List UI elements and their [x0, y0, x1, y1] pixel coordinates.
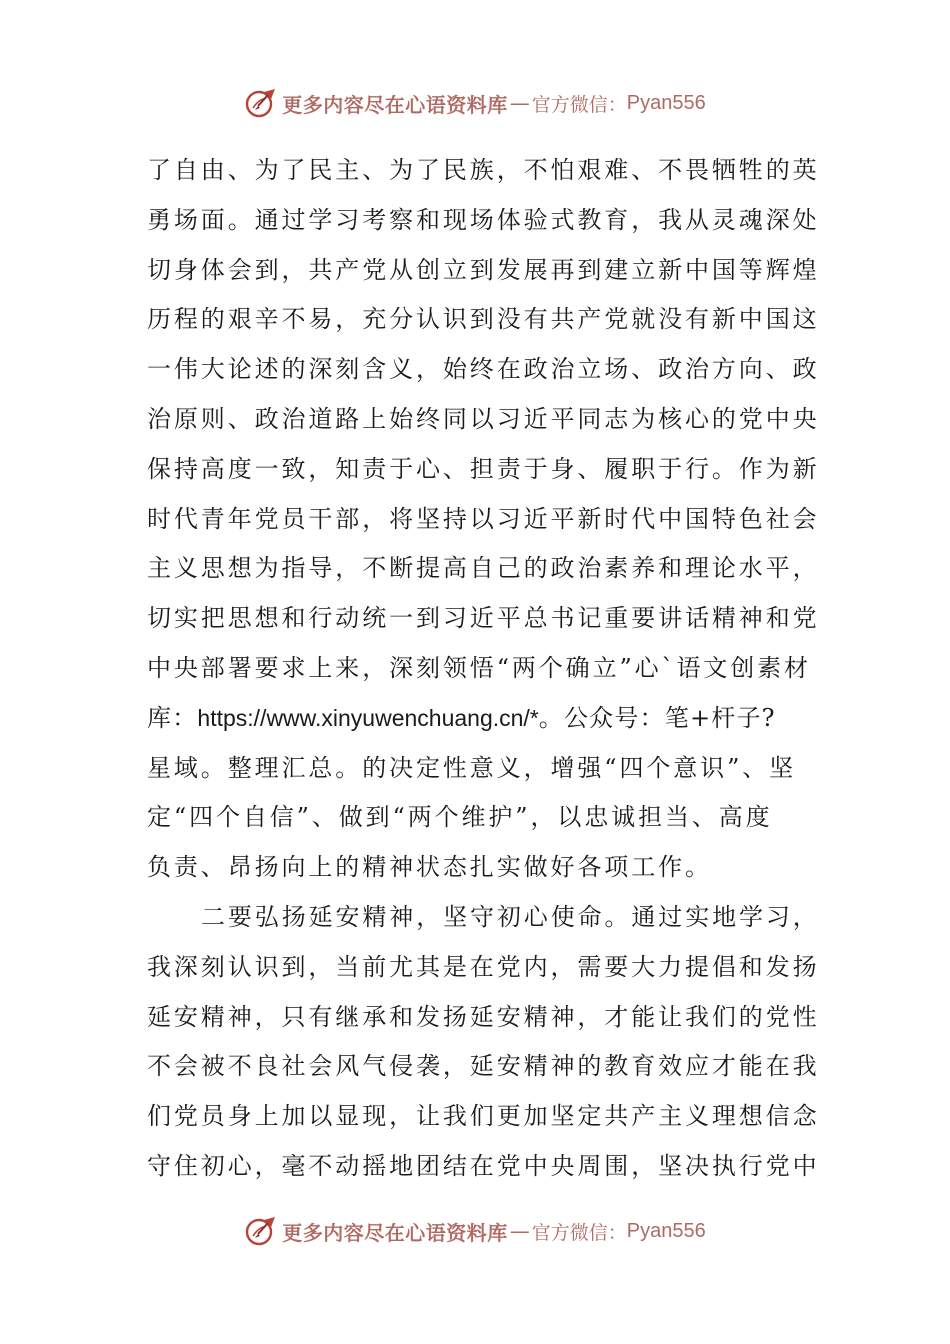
text-line: 守住初心，毫不动摇地团结在党中央周围，坚决执行党中: [147, 1151, 820, 1180]
text-line: 中央部署要求上来，深刻领悟“两个确立”心`语文创素材: [147, 653, 811, 682]
text-line: 治原则、政治道路上始终同以习近平同志为核心的党中央: [147, 404, 820, 433]
url-prefix: 库：: [147, 703, 198, 732]
text-line: 主义思想为指导，不断提高自己的政治素养和理论水平，: [147, 554, 820, 583]
paragraph-start-line: 二要弘扬延安精神，坚守初心使命。通过实地学习，: [201, 902, 820, 931]
text-line: 切实把思想和行动统一到习近平总书记重要讲话精神和党: [147, 604, 820, 633]
document-body: [147, 146, 820, 1192]
header-dash: —: [509, 91, 530, 115]
text-line: 定“四个自信”、做到“两个维护”，以忠诚担当、高度: [147, 803, 773, 832]
text-line: 我深刻认识到，当前尤其是在党内，需要大力提倡和发扬: [147, 952, 820, 981]
url-link[interactable]: https://www.xinyuwenchuang.cn/*: [197, 704, 539, 731]
footer-dash: —: [509, 1219, 530, 1243]
text-line: 切身体会到，共产党从创立到发展再到建立新中国等辉煌: [147, 255, 820, 284]
text-line: 不会被不良社会风气侵袭，延安精神的教育效应才能在我: [147, 1052, 820, 1081]
footer-wechat-label: 官方微信：: [531, 1221, 627, 1244]
text-line: 保持高度一致，知责于心、担责于身、履职于行。作为新: [147, 454, 820, 483]
header-wechat-id: Pyan556: [626, 91, 706, 114]
text-line: 们党员身上加以显现，让我们更加坚定共产主义理想信念: [147, 1102, 820, 1131]
header-brand-text: 更多内容尽在心语资料库: [282, 92, 508, 117]
text-line: 勇场面。通过学习考察和现场体验式教育，我从灵魂深处: [147, 205, 820, 234]
footer-brand-text: 更多内容尽在心语资料库: [282, 1220, 508, 1245]
text-line: 延安精神，只有继承和发扬延安精神，才能让我们的党性: [147, 1002, 820, 1031]
footer-wechat-id: Pyan556: [626, 1219, 706, 1242]
footer-watermark: [0, 1208, 950, 1254]
text-line: 时代青年党员干部，将坚持以习近平新时代中国特色社会: [147, 504, 820, 533]
text-line: 历程的艰辛不易，充分认识到没有共产党就没有新中国这: [147, 305, 820, 334]
text-line: 负责、昂扬向上的精神状态扎实做好各项工作。: [147, 853, 712, 882]
text-line: 了自由、为了民主、为了民族，不怕艰难、不畏牺牲的英: [147, 156, 820, 184]
pen-logo-icon: [244, 86, 278, 120]
url-text-line: [147, 694, 807, 744]
text-line: 一伟大论述的深刻含义，始终在政治立场、政治方向、政: [147, 355, 820, 384]
header-watermark: [0, 80, 950, 126]
url-suffix: 。公众号：笔+杆子?: [538, 703, 776, 732]
pen-logo-icon: [244, 1214, 278, 1248]
header-wechat-label: 官方微信：: [531, 93, 627, 116]
text-line: 星域。整理汇总。的决定性意义，增强“四个意识”、坚: [147, 753, 797, 782]
